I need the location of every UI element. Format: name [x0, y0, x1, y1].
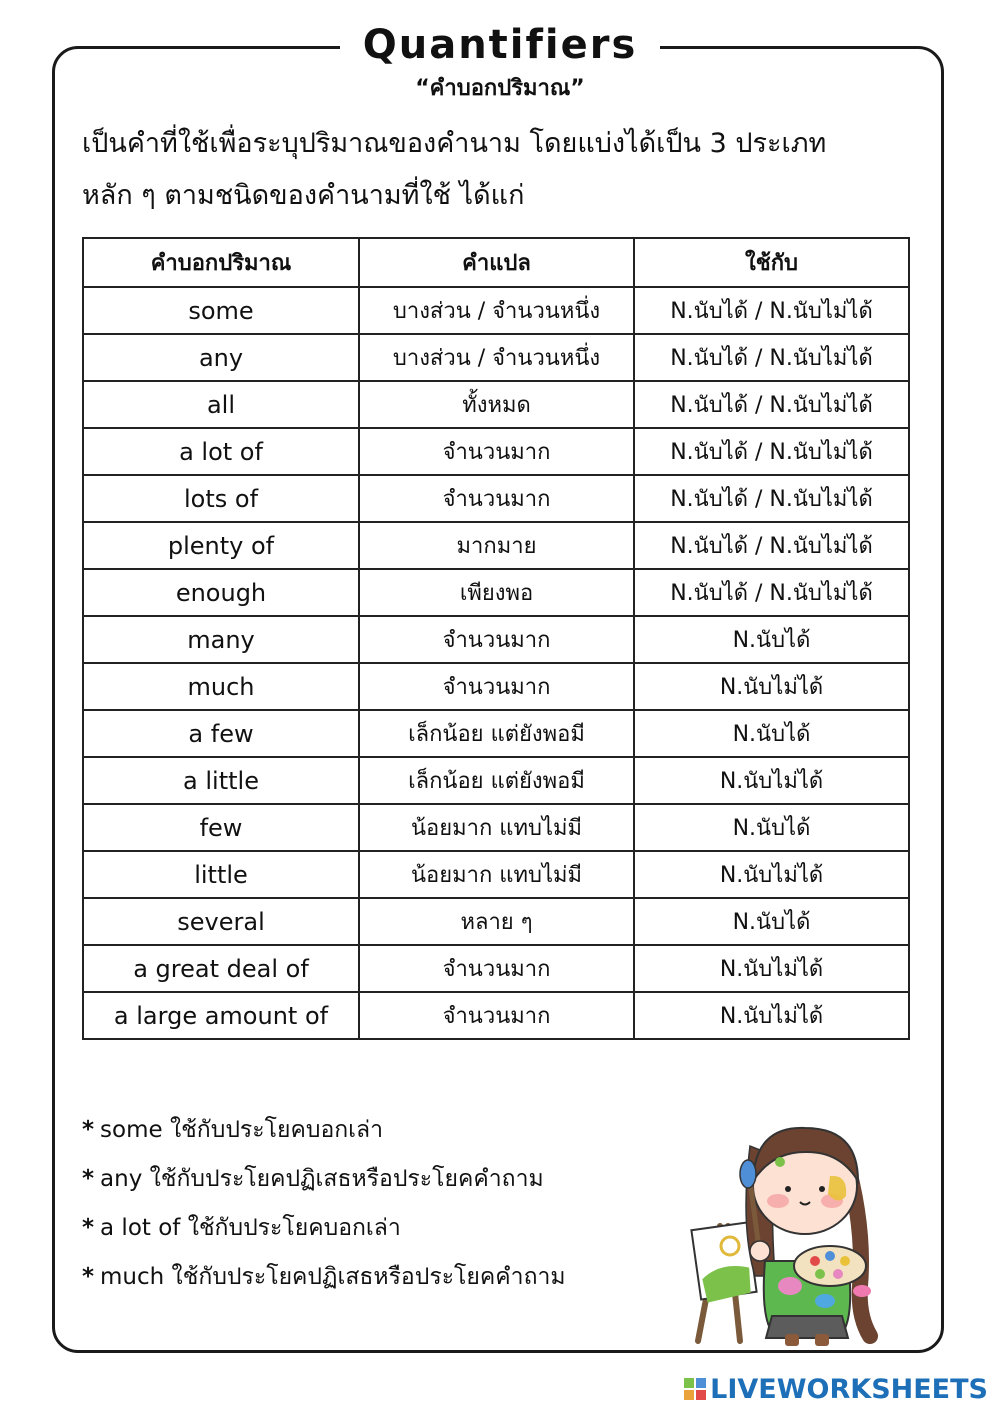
page-title: Quantifiers [362, 22, 638, 68]
quantifier-cell: many [83, 616, 359, 663]
note-item [82, 1106, 682, 1155]
title-box [340, 16, 660, 76]
table-row [83, 710, 909, 757]
usage-cell: N.นับได้ / N.นับไม่ได้ [634, 334, 909, 381]
usage-cell: N.นับไม่ได้ [634, 757, 909, 804]
table-row [83, 569, 909, 616]
quantifier-cell: few [83, 804, 359, 851]
quantifier-cell: a large amount of [83, 992, 359, 1039]
table-row [83, 428, 909, 475]
table-row [83, 804, 909, 851]
meaning-cell: จำนวนมาก [359, 616, 634, 663]
quantifier-cell: a great deal of [83, 945, 359, 992]
table-row [83, 522, 909, 569]
usage-cell: N.นับได้ / N.นับไม่ได้ [634, 569, 909, 616]
usage-cell: N.นับไม่ได้ [634, 945, 909, 992]
meaning-cell: จำนวนมาก [359, 663, 634, 710]
table-row [83, 334, 909, 381]
note-item [82, 1204, 682, 1253]
note-text: some ใช้กับประโยคบอกเล่า [100, 1117, 384, 1143]
asterisk: * [82, 1215, 95, 1241]
asterisk: * [82, 1117, 95, 1143]
meaning-cell: เพียงพอ [359, 569, 634, 616]
meaning-cell: จำนวนมาก [359, 992, 634, 1039]
note-item [82, 1155, 682, 1204]
meaning-cell: น้อยมาก แทบไม่มี [359, 851, 634, 898]
intro-line-1: เป็นคำที่ใช้เพื่อระบุปริมาณของคำนาม โดยแบ่งได้เป็น 3 ประเภท [82, 128, 827, 159]
table-row [83, 945, 909, 992]
page-subtitle: “คำบอกปริมาณ” [415, 76, 585, 101]
meaning-cell: จำนวนมาก [359, 475, 634, 522]
table-row [83, 898, 909, 945]
quantifier-cell: a few [83, 710, 359, 757]
meaning-cell: บางส่วน / จำนวนหนึ่ง [359, 287, 634, 334]
usage-cell: N.นับได้ / N.นับไม่ได้ [634, 381, 909, 428]
usage-cell: N.นับได้ [634, 898, 909, 945]
table-row [83, 381, 909, 428]
usage-cell: N.นับได้ [634, 804, 909, 851]
usage-cell: N.นับไม่ได้ [634, 851, 909, 898]
quantifier-cell: much [83, 663, 359, 710]
meaning-cell: จำนวนมาก [359, 945, 634, 992]
table-header-row [83, 238, 909, 287]
meaning-cell: น้อยมาก แทบไม่มี [359, 804, 634, 851]
usage-cell: N.นับไม่ได้ [634, 663, 909, 710]
meaning-cell: บางส่วน / จำนวนหนึ่ง [359, 334, 634, 381]
quantifier-cell: several [83, 898, 359, 945]
intro-paragraph [82, 118, 922, 222]
header-quantifier: คำบอกปริมาณ [83, 238, 359, 287]
intro-line-2: หลัก ๆ ตามชนิดของคำนามที่ใช้ ได้แก่ [82, 180, 525, 211]
usage-cell: N.นับได้ / N.นับไม่ได้ [634, 475, 909, 522]
quantifier-cell: some [83, 287, 359, 334]
meaning-cell: เล็กน้อย แต่ยังพอมี [359, 757, 634, 804]
table-row [83, 475, 909, 522]
table-row [83, 757, 909, 804]
usage-cell: N.นับไม่ได้ [634, 992, 909, 1039]
brand-name: LIVEWORKSHEETS [710, 1373, 988, 1405]
table-row [83, 851, 909, 898]
meaning-cell: ทั้งหมด [359, 381, 634, 428]
quantifier-cell: enough [83, 569, 359, 616]
girl-painter-illustration [680, 1086, 900, 1348]
quantifier-cell: lots of [83, 475, 359, 522]
quantifier-cell: all [83, 381, 359, 428]
quantifier-cell: little [83, 851, 359, 898]
quantifier-cell: any [83, 334, 359, 381]
note-text: any ใช้กับประโยคปฏิเสธหรือประโยคคำถาม [100, 1166, 544, 1192]
table-row [83, 992, 909, 1039]
note-item [82, 1253, 682, 1302]
meaning-cell: หลาย ๆ [359, 898, 634, 945]
quantifier-cell: a little [83, 757, 359, 804]
usage-notes [82, 1106, 682, 1302]
table-body [83, 287, 909, 1039]
liveworksheets-logo-icon [684, 1378, 706, 1400]
meaning-cell: จำนวนมาก [359, 428, 634, 475]
usage-cell: N.นับได้ [634, 616, 909, 663]
usage-cell: N.นับได้ / N.นับไม่ได้ [634, 287, 909, 334]
meaning-cell: มากมาย [359, 522, 634, 569]
usage-cell: N.นับได้ / N.นับไม่ได้ [634, 428, 909, 475]
table-row [83, 616, 909, 663]
note-text: much ใช้กับประโยคปฏิเสธหรือประโยคคำถาม [100, 1264, 566, 1290]
asterisk: * [82, 1166, 95, 1192]
meaning-cell: เล็กน้อย แต่ยังพอมี [359, 710, 634, 757]
table-row [83, 287, 909, 334]
table-row [83, 663, 909, 710]
asterisk: * [82, 1264, 95, 1290]
header-used-with: ใช้กับ [634, 238, 909, 287]
quantifier-cell: plenty of [83, 522, 359, 569]
note-text: a lot of ใช้กับประโยคบอกเล่า [100, 1215, 401, 1241]
quantifier-cell: a lot of [83, 428, 359, 475]
quantifiers-table [82, 237, 910, 1040]
usage-cell: N.นับได้ / N.นับไม่ได้ [634, 522, 909, 569]
usage-cell: N.นับได้ [634, 710, 909, 757]
brand-footer [684, 1372, 988, 1406]
header-meaning: คำแปล [359, 238, 634, 287]
